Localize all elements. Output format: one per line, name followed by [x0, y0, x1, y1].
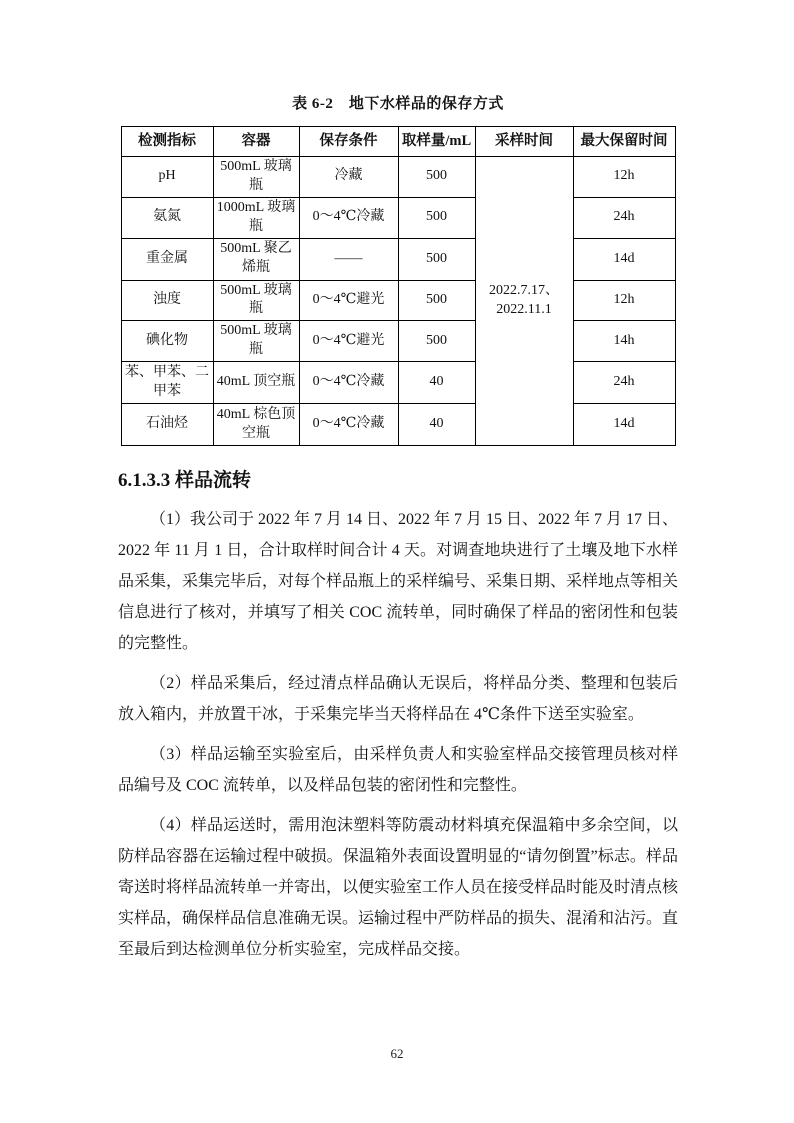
container-cell: 1000mL 玻璃瓶: [213, 197, 299, 238]
header-retention: 最大保留时间: [573, 127, 675, 157]
sampling-time-line: 2022.7.17、: [489, 283, 559, 299]
table-row: [121, 157, 675, 198]
table-row: [121, 280, 675, 321]
page-number: 62: [390, 1046, 404, 1061]
retention-cell: 14d: [573, 238, 675, 280]
condition-cell: 冷藏: [299, 157, 398, 198]
indicator-cell: 苯、甲苯、二甲苯: [121, 362, 213, 404]
container-cell: 500mL 玻璃瓶: [213, 280, 299, 321]
table-row: [121, 321, 675, 362]
volume-cell: 40: [398, 404, 475, 446]
table-row: [121, 404, 675, 446]
retention-cell: 24h: [573, 197, 675, 238]
page-content: [118, 92, 678, 965]
section-body: [118, 504, 678, 965]
condition-cell: 0～4℃避光: [299, 280, 398, 321]
table-header-row: [121, 127, 675, 157]
section-heading: 6.1.3.3 样品流转: [118, 470, 252, 492]
header-sampling-time: 采样时间: [475, 127, 573, 157]
retention-cell: 14h: [573, 321, 675, 362]
retention-cell: 12h: [573, 280, 675, 321]
retention-cell: 14d: [573, 404, 675, 446]
volume-cell: 500: [398, 157, 475, 198]
paragraph-3: （3）样品运输至实验室后，由采样负责人和实验室样品交接管理员核对样品编号及 COC 流转单，以及样品包装的密闭性和完整性。: [118, 746, 678, 795]
table-row: [121, 238, 675, 280]
condition-cell: 0～4℃冷藏: [299, 197, 398, 238]
condition-cell: 0～4℃冷藏: [299, 404, 398, 446]
condition-cell: ——: [299, 238, 398, 280]
indicator-cell: 浊度: [121, 280, 213, 321]
volume-cell: 500: [398, 238, 475, 280]
header-indicator: 检测指标: [121, 127, 213, 157]
volume-cell: 500: [398, 280, 475, 321]
sampling-time-line: 2022.11.1: [496, 302, 552, 318]
volume-cell: 500: [398, 197, 475, 238]
table-caption: 表 6-2 地下水样品的保存方式: [292, 96, 504, 112]
paragraph-2: （2）样品采集后，经过清点样品确认无误后，将样品分类、整理和包装后放入箱内，并放置干冰，于采集完毕当天将样品在 4℃条件下送至实验室。: [118, 675, 678, 724]
condition-cell: 0～4℃避光: [299, 321, 398, 362]
volume-cell: 500: [398, 321, 475, 362]
header-container: 容器: [213, 127, 299, 157]
indicator-cell: pH: [121, 157, 213, 198]
paragraph-4: （4）样品运送时，需用泡沫塑料等防震动材料填充保温箱中多余空间，以防样品容器在运输过程中破损。保温箱外表面设置明显的“请勿倒置”标志。样品寄送时将样品流转单一并寄出，以便实验室工作人员在接受样品时能及时清点核实样品，确保样品信息准确无误。运输过程中严防样品的损失、混淆和沾污。直至最后到达检测单位分析实验室，完成样品交接。: [118, 817, 679, 959]
container-cell: 500mL 玻璃瓶: [213, 321, 299, 362]
condition-cell: 0～4℃冷藏: [299, 362, 398, 404]
retention-cell: 24h: [573, 362, 675, 404]
indicator-cell: 石油烃: [121, 404, 213, 446]
table-row: [121, 197, 675, 238]
paragraph-1: （1）我公司于 2022 年 7 月 14 日、2022 年 7 月 15 日、2022 年 7 月 17 日、2022 年 11 月 1 日，合计取样时间合计 4 天。对调查地块进行了土壤及地下水样品采集，采集完毕后，对每个样品瓶上的采样编号、采集日期、采样地点等相关信息进行了核对，并填写了相关 COC 流转单，同时确保了样品的密闭性和包装的完整性。: [118, 511, 679, 653]
header-condition: 保存条件: [299, 127, 398, 157]
container-cell: 500mL 聚乙烯瓶: [213, 238, 299, 280]
volume-cell: 40: [398, 362, 475, 404]
table-row: [121, 362, 675, 404]
indicator-cell: 氨氮: [121, 197, 213, 238]
retention-cell: 12h: [573, 157, 675, 198]
indicator-cell: 重金属: [121, 238, 213, 280]
container-cell: 500mL 玻璃瓶: [213, 157, 299, 198]
preservation-table: [121, 126, 676, 446]
indicator-cell: 碘化物: [121, 321, 213, 362]
header-volume: 取样量/mL: [398, 127, 475, 157]
container-cell: 40mL 棕色顶空瓶: [213, 404, 299, 446]
container-cell: 40mL 顶空瓶: [213, 362, 299, 404]
sampling-time-cell: [475, 157, 573, 446]
